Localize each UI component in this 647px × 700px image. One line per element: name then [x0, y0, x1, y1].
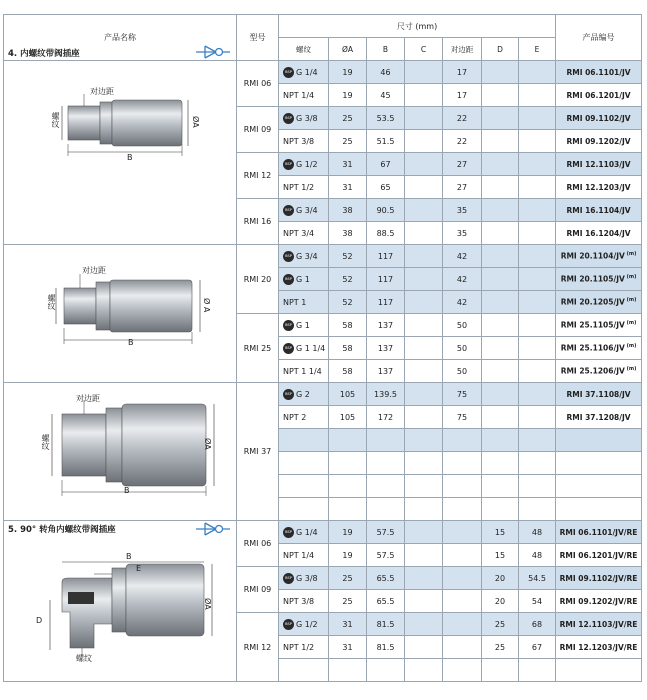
dimension-cell: [405, 383, 443, 406]
dimension-cell: [405, 291, 443, 314]
bsp-icon: BSP: [283, 527, 294, 538]
dimension-cell: [482, 291, 519, 314]
model-cell: RMI 06: [237, 61, 279, 107]
dimension-cell: [443, 452, 482, 475]
dimension-cell: 57.5: [367, 544, 405, 567]
part-number-cell: RMI 06.1101/JV/RE: [556, 521, 642, 544]
elbow-coupling-figure: [32, 552, 222, 672]
dimension-cell: [482, 659, 519, 682]
dimension-cell: [519, 406, 556, 429]
dimension-cell: 31: [329, 153, 367, 176]
fig3-b-label: B: [124, 486, 130, 495]
dimension-cell: 48: [519, 544, 556, 567]
thread-cell: NPT 1: [279, 291, 329, 314]
dimension-cell: [519, 314, 556, 337]
dimension-cell: [367, 659, 405, 682]
dimension-cell: 50: [443, 360, 482, 383]
dimension-cell: 88.5: [367, 222, 405, 245]
header-e: E: [519, 38, 556, 61]
dimension-cell: [443, 636, 482, 659]
dimension-cell: 46: [367, 61, 405, 84]
fig1-b-label: B: [127, 153, 133, 162]
dimension-cell: 19: [329, 84, 367, 107]
dimension-cell: [405, 245, 443, 268]
dimension-cell: 81.5: [367, 636, 405, 659]
valve-symbol-icon: [196, 44, 230, 60]
dimension-cell: [329, 498, 367, 521]
model-cell: RMI 37: [237, 383, 279, 521]
dimension-cell: [443, 498, 482, 521]
dimension-cell: [482, 475, 519, 498]
bsp-icon: BSP: [283, 619, 294, 630]
dimension-cell: 137: [367, 337, 405, 360]
dimension-cell: 15: [482, 521, 519, 544]
section-5-title: 5. 90° 转角内螺纹带阀插座: [8, 525, 116, 535]
fig3-thread-label: 螺纹: [41, 434, 50, 450]
dimension-cell: 15: [482, 544, 519, 567]
dimension-cell: 48: [519, 521, 556, 544]
model-cell: RMI 12: [237, 613, 279, 682]
dimension-cell: [405, 613, 443, 636]
dimension-cell: 65: [367, 176, 405, 199]
dimension-cell: [519, 153, 556, 176]
dimension-cell: 81.5: [367, 613, 405, 636]
dimension-cell: 31: [329, 636, 367, 659]
thread-cell: NPT 1 1/4: [279, 360, 329, 383]
part-number-cell: RMI 06.1201/JV/RE: [556, 544, 642, 567]
dimension-cell: 19: [329, 521, 367, 544]
dimension-cell: 42: [443, 268, 482, 291]
dimension-cell: 50: [443, 337, 482, 360]
part-number-cell: [556, 475, 642, 498]
dimension-cell: 65.5: [367, 567, 405, 590]
dimension-cell: [519, 291, 556, 314]
dimension-cell: [405, 521, 443, 544]
dimension-cell: 117: [367, 245, 405, 268]
dimension-cell: [519, 659, 556, 682]
part-number-cell: RMI 12.1103/JV: [556, 153, 642, 176]
dimension-cell: 27: [443, 176, 482, 199]
dimension-cell: 27: [443, 153, 482, 176]
dimension-cell: [443, 475, 482, 498]
thread-cell: NPT 3/4: [279, 222, 329, 245]
dimension-cell: [405, 659, 443, 682]
header-product-name: 产品名称: [4, 15, 237, 61]
fig4-b-label: B: [126, 552, 132, 561]
dimension-cell: 75: [443, 383, 482, 406]
dimension-cell: [519, 429, 556, 452]
fig3-flats-label: 对边距: [76, 394, 100, 403]
part-number-cell: RMI 12.1203/JV: [556, 176, 642, 199]
part-number-cell: RMI 37.1208/JV: [556, 406, 642, 429]
dimension-cell: 54.5: [519, 567, 556, 590]
bsp-icon: BSP: [283, 573, 294, 584]
dimension-cell: [519, 268, 556, 291]
thread-cell: NPT 3/8: [279, 590, 329, 613]
bsp-icon: BSP: [283, 159, 294, 170]
part-number-cell: RMI 20.1205/JV $^{(m)}$: [556, 291, 642, 314]
part-number-cell: RMI 25.1206/JV $^{(m)}$: [556, 360, 642, 383]
part-number-cell: RMI 20.1104/JV $^{(m)}$: [556, 245, 642, 268]
dimension-cell: [405, 314, 443, 337]
thread-cell: NPT 1/4: [279, 544, 329, 567]
bsp-icon: BSP: [283, 67, 294, 78]
dimension-cell: 31: [329, 613, 367, 636]
fig4-dia-label: ØA: [203, 598, 212, 610]
dimension-cell: [519, 176, 556, 199]
thread-cell: BSP G 1/4: [279, 61, 329, 84]
dimension-cell: [367, 498, 405, 521]
dimension-cell: [482, 498, 519, 521]
header-d: D: [482, 38, 519, 61]
part-number-cell: RMI 16.1204/JV: [556, 222, 642, 245]
valve-symbol-icon: [196, 521, 230, 537]
thread-cell: BSP G 1/2: [279, 613, 329, 636]
thread-cell: BSP G 3/8: [279, 567, 329, 590]
part-number-cell: RMI 06.1101/JV: [556, 61, 642, 84]
dimension-cell: 68: [519, 613, 556, 636]
dimension-cell: [329, 429, 367, 452]
dimension-cell: 25: [482, 613, 519, 636]
dimension-cell: [405, 360, 443, 383]
header-thread: 螺纹: [279, 38, 329, 61]
dimension-cell: 25: [329, 107, 367, 130]
part-number-cell: RMI 20.1105/JV $^{(m)}$: [556, 268, 642, 291]
thread-cell: [279, 498, 329, 521]
thread-cell: [279, 429, 329, 452]
dimension-cell: [482, 107, 519, 130]
part-number-cell: RMI 12.1203/JV/RE: [556, 636, 642, 659]
dimension-cell: 172: [367, 406, 405, 429]
part-number-cell: [556, 452, 642, 475]
dimension-cell: 57.5: [367, 521, 405, 544]
model-cell: RMI 25: [237, 314, 279, 383]
thread-cell: BSP G 2: [279, 383, 329, 406]
dimension-cell: [519, 452, 556, 475]
dimension-cell: [405, 176, 443, 199]
dimension-cell: 75: [443, 406, 482, 429]
fig2-b-label: B: [128, 338, 134, 347]
table-row: [4, 61, 642, 84]
dimension-cell: 35: [443, 222, 482, 245]
thread-cell: BSP G 1/4: [279, 521, 329, 544]
dimension-cell: 52: [329, 268, 367, 291]
fig1-flats-label: 对边距: [90, 87, 114, 96]
dimension-cell: 105: [329, 406, 367, 429]
dimension-cell: [367, 429, 405, 452]
thread-cell: NPT 1/2: [279, 636, 329, 659]
dimension-cell: [405, 268, 443, 291]
model-cell: RMI 20: [237, 245, 279, 314]
dimension-cell: [519, 222, 556, 245]
dimension-cell: 20: [482, 567, 519, 590]
part-number-cell: [556, 498, 642, 521]
header-dia-a: ØA: [329, 38, 367, 61]
dimension-cell: 137: [367, 314, 405, 337]
thread-cell: BSP G 3/4: [279, 245, 329, 268]
part-number-cell: [556, 429, 642, 452]
dimension-cell: [405, 452, 443, 475]
dimension-cell: [482, 406, 519, 429]
dimension-cell: 25: [329, 567, 367, 590]
dimension-cell: 51.5: [367, 130, 405, 153]
dimension-cell: [405, 590, 443, 613]
fig2-flats-label: 对边距: [82, 266, 106, 275]
dimension-cell: [482, 84, 519, 107]
section-4-title: 4. 内螺纹带阀插座: [8, 49, 80, 59]
bsp-icon: BSP: [283, 343, 294, 354]
dimension-cell: [443, 544, 482, 567]
dimension-cell: [405, 406, 443, 429]
dimension-cell: 25: [329, 590, 367, 613]
part-number-cell: RMI 12.1103/JV/RE: [556, 613, 642, 636]
thread-cell: NPT 3/8: [279, 130, 329, 153]
dimension-cell: [519, 199, 556, 222]
dimension-cell: 22: [443, 130, 482, 153]
fig1-thread-label: 螺纹: [51, 112, 60, 128]
bsp-icon: BSP: [283, 113, 294, 124]
dimension-cell: [443, 659, 482, 682]
model-cell: RMI 06: [237, 521, 279, 567]
dimension-cell: 67: [519, 636, 556, 659]
dimension-cell: [482, 222, 519, 245]
part-number-cell: RMI 16.1104/JV: [556, 199, 642, 222]
thread-cell: BSP G 1 1/4: [279, 337, 329, 360]
part-number-cell: RMI 37.1108/JV: [556, 383, 642, 406]
thread-cell: NPT 1/2: [279, 176, 329, 199]
fig1-dia-label: ØA: [191, 116, 200, 128]
dimension-cell: 58: [329, 314, 367, 337]
dimension-cell: 137: [367, 360, 405, 383]
dimension-cell: [482, 245, 519, 268]
fig4-e-label: E: [136, 564, 142, 573]
thread-cell: [279, 659, 329, 682]
thread-cell: BSP G 1: [279, 268, 329, 291]
dimension-cell: [367, 452, 405, 475]
dimension-cell: [519, 360, 556, 383]
dimension-cell: [482, 360, 519, 383]
thread-cell: NPT 1/4: [279, 84, 329, 107]
fig4-d-label: D: [36, 616, 43, 625]
dimension-cell: 19: [329, 61, 367, 84]
dimension-cell: 117: [367, 291, 405, 314]
dimension-cell: [482, 429, 519, 452]
bsp-icon: BSP: [283, 320, 294, 331]
dimension-cell: [519, 84, 556, 107]
dimension-cell: 52: [329, 245, 367, 268]
part-number-cell: RMI 09.1202/JV/RE: [556, 590, 642, 613]
thread-cell: [279, 452, 329, 475]
dimension-cell: 45: [367, 84, 405, 107]
dimension-cell: [482, 268, 519, 291]
thread-cell: BSP G 3/8: [279, 107, 329, 130]
header-model: 型号: [237, 15, 279, 61]
thread-cell: NPT 2: [279, 406, 329, 429]
header-dimensions: 尺寸 (mm): [279, 15, 556, 38]
model-cell: RMI 09: [237, 107, 279, 153]
thread-cell: BSP G 1/2: [279, 153, 329, 176]
header-b: B: [367, 38, 405, 61]
dimension-cell: 67: [367, 153, 405, 176]
dimension-cell: [519, 475, 556, 498]
dimension-cell: [405, 544, 443, 567]
dimension-cell: [405, 130, 443, 153]
fig2-dia-label: Ø A: [202, 298, 211, 313]
dimension-cell: 17: [443, 84, 482, 107]
dimension-cell: 22: [443, 107, 482, 130]
model-cell: RMI 16: [237, 199, 279, 245]
dimension-cell: [405, 222, 443, 245]
dimension-cell: [405, 636, 443, 659]
dimension-cell: 52: [329, 291, 367, 314]
dimension-cell: 35: [443, 199, 482, 222]
dimension-cell: [405, 337, 443, 360]
dimension-cell: 50: [443, 314, 482, 337]
dimension-cell: 31: [329, 176, 367, 199]
dimension-cell: [519, 107, 556, 130]
dimension-cell: [405, 475, 443, 498]
dimension-cell: [519, 383, 556, 406]
dimension-cell: [443, 567, 482, 590]
dimension-cell: [519, 61, 556, 84]
header-part-no: 产品编号: [556, 15, 642, 61]
dimension-cell: [405, 567, 443, 590]
header-c: C: [405, 38, 443, 61]
bsp-icon: BSP: [283, 251, 294, 262]
part-number-cell: RMI 09.1102/JV: [556, 107, 642, 130]
dimension-cell: 25: [329, 130, 367, 153]
thread-cell: BSP G 3/4: [279, 199, 329, 222]
part-number-cell: [556, 659, 642, 682]
dimension-cell: [482, 61, 519, 84]
dimension-cell: [519, 337, 556, 360]
bsp-icon: BSP: [283, 274, 294, 285]
dimension-cell: 58: [329, 337, 367, 360]
bsp-icon: BSP: [283, 205, 294, 216]
dimension-cell: [329, 659, 367, 682]
dimension-cell: [482, 199, 519, 222]
dimension-cell: 58: [329, 360, 367, 383]
dimension-cell: [329, 452, 367, 475]
part-number-cell: RMI 25.1105/JV $^{(m)}$: [556, 314, 642, 337]
dimension-cell: [405, 199, 443, 222]
dimension-cell: [482, 130, 519, 153]
dimension-cell: 38: [329, 199, 367, 222]
model-cell: RMI 09: [237, 567, 279, 613]
dimension-cell: 25: [482, 636, 519, 659]
dimension-cell: [482, 452, 519, 475]
dimension-cell: 42: [443, 245, 482, 268]
dimension-cell: [443, 613, 482, 636]
dimension-cell: [443, 521, 482, 544]
dimension-cell: [329, 475, 367, 498]
part-number-cell: RMI 09.1202/JV: [556, 130, 642, 153]
dimension-cell: 53.5: [367, 107, 405, 130]
dimension-cell: [405, 61, 443, 84]
part-number-cell: RMI 25.1106/JV $^{(m)}$: [556, 337, 642, 360]
dimension-cell: 42: [443, 291, 482, 314]
dimension-cell: 19: [329, 544, 367, 567]
dimension-cell: [482, 337, 519, 360]
dimension-cell: [443, 429, 482, 452]
dimension-cell: [405, 107, 443, 130]
dimension-cell: 20: [482, 590, 519, 613]
dimension-cell: [405, 84, 443, 107]
part-number-cell: RMI 09.1102/JV/RE: [556, 567, 642, 590]
dimension-cell: 139.5: [367, 383, 405, 406]
dimension-cell: 54: [519, 590, 556, 613]
dimension-cell: 38: [329, 222, 367, 245]
dimension-cell: [367, 475, 405, 498]
dimension-cell: [519, 498, 556, 521]
part-number-cell: RMI 06.1201/JV: [556, 84, 642, 107]
fig4-thread-label: 螺纹: [76, 654, 92, 663]
dimension-cell: [482, 176, 519, 199]
dimension-cell: 105: [329, 383, 367, 406]
dimension-cell: [519, 245, 556, 268]
dimension-cell: [405, 429, 443, 452]
header-flats: 对边距: [443, 38, 482, 61]
dimension-cell: [482, 383, 519, 406]
dimension-cell: [519, 130, 556, 153]
dimension-cell: [405, 153, 443, 176]
thread-cell: BSP G 1: [279, 314, 329, 337]
dimension-cell: [405, 498, 443, 521]
dimension-cell: [443, 590, 482, 613]
bsp-icon: BSP: [283, 389, 294, 400]
fig3-dia-label: ØA: [203, 438, 212, 450]
dimension-cell: 17: [443, 61, 482, 84]
dimension-cell: [482, 314, 519, 337]
model-cell: RMI 12: [237, 153, 279, 199]
thread-cell: [279, 475, 329, 498]
dimension-cell: 117: [367, 268, 405, 291]
fig2-thread-label: 螺纹: [47, 294, 56, 310]
dimension-cell: 90.5: [367, 199, 405, 222]
dimension-cell: 65.5: [367, 590, 405, 613]
dimension-cell: [482, 153, 519, 176]
